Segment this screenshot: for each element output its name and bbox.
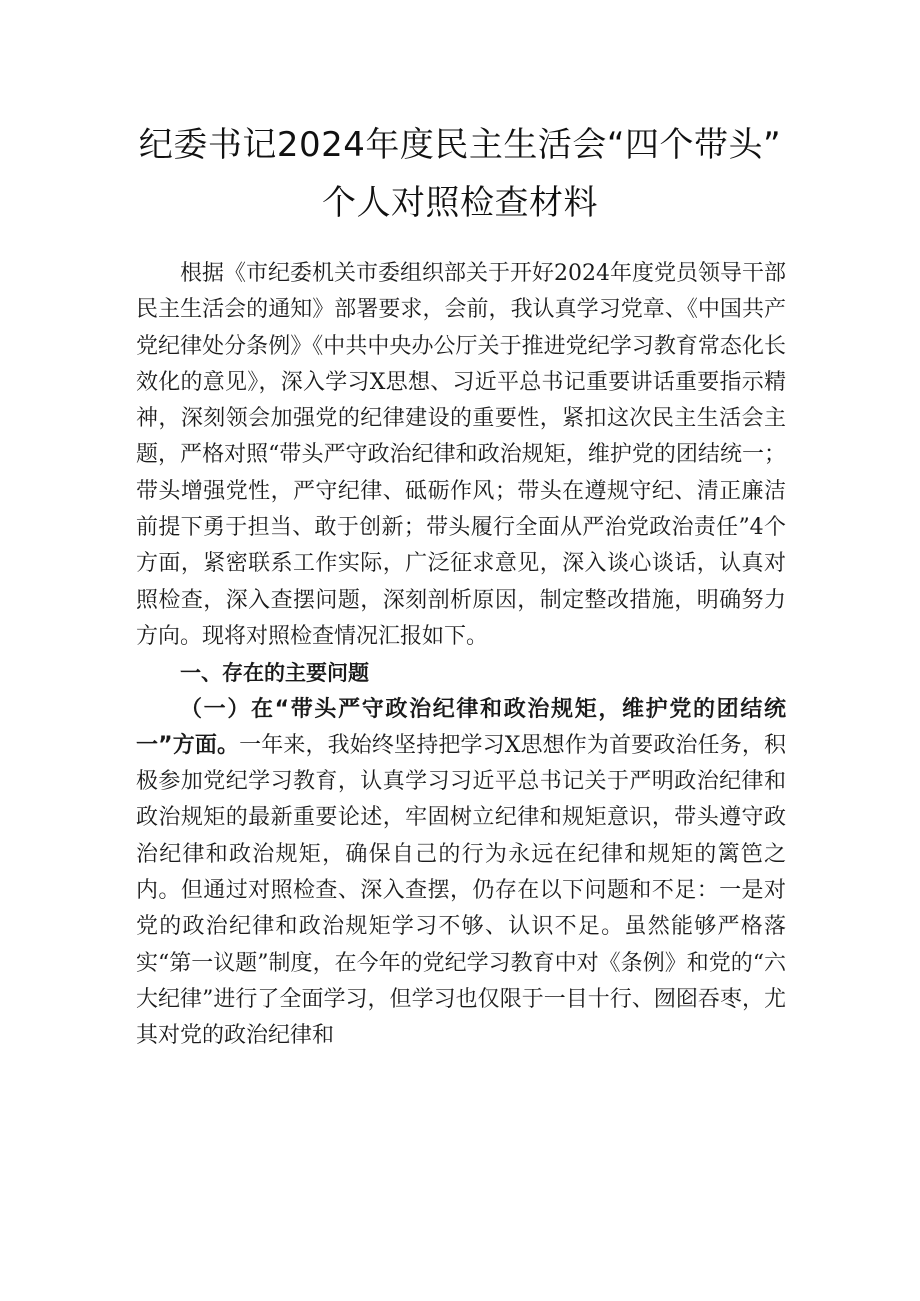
subsection-body: 一年来，我始终坚持把学习X思想作为首要政治任务，积极参加党纪学习教育，认真学习习近平总书记关于严明政治纪律和政治规矩的最新重要论述，牢固树立纪律和规矩意识，带头遵守政治纪律和政治规矩，确保自己的行为永远在纪律和规矩的篱笆之内。但通过对照检查、深入查摆，仍存在以下问题和不足：一是对党的政治纪律和政治规矩学习不够、认识不足。虽然能够严格落实“第一议题”制度，在今年的党纪学习教育中对《条例》和党的“六大纪律”进行了全面学习，但学习也仅限于一目十行、囫囵吞枣，尤其对党的政治纪律和 xyxy=(136,732,786,1049)
title-line-1: 纪委书记2024年度民主生活会“四个带头” xyxy=(138,125,782,165)
document-body xyxy=(136,256,786,1055)
subsection-lead: （一）在“带头严守政治纪律和政治规矩，维护党的团结统一”方面。 xyxy=(136,696,786,758)
title-line-2: 个人对照检查材料 xyxy=(322,183,598,223)
subsection-paragraph xyxy=(136,692,786,1055)
document-title xyxy=(100,116,820,232)
section-heading: 一、存在的主要问题 xyxy=(180,661,369,686)
intro-paragraph: 根据《市纪委机关市委组织部关于开好2024年度党员领导干部民主生活会的通知》部署要求，会前，我认真学习党章、《中国共产党纪律处分条例》《中共中央办公厅关于推进党纪学习教育常态化长效化的意见》，深入学习X思想、习近平总书记重要讲话重要指示精神，深刻领会加强党的纪律建设的重要性，紧扣这次民主生活会主题，严格对照“带头严守政治纪律和政治规矩，维护党的团结统一；带头增强党性，严守纪律、砥砺作风；带头在遵规守纪、清正廉洁前提下勇于担当、敢于创新；带头履行全面从严治党政治责任”4个方面，紧密联系工作实际，广泛征求意见，深入谈心谈话，认真对照检查，深入查摆问题，深刻剖析原因，制定整改措施，明确努力方向。现将对照检查情况汇报如下。 xyxy=(136,261,786,649)
